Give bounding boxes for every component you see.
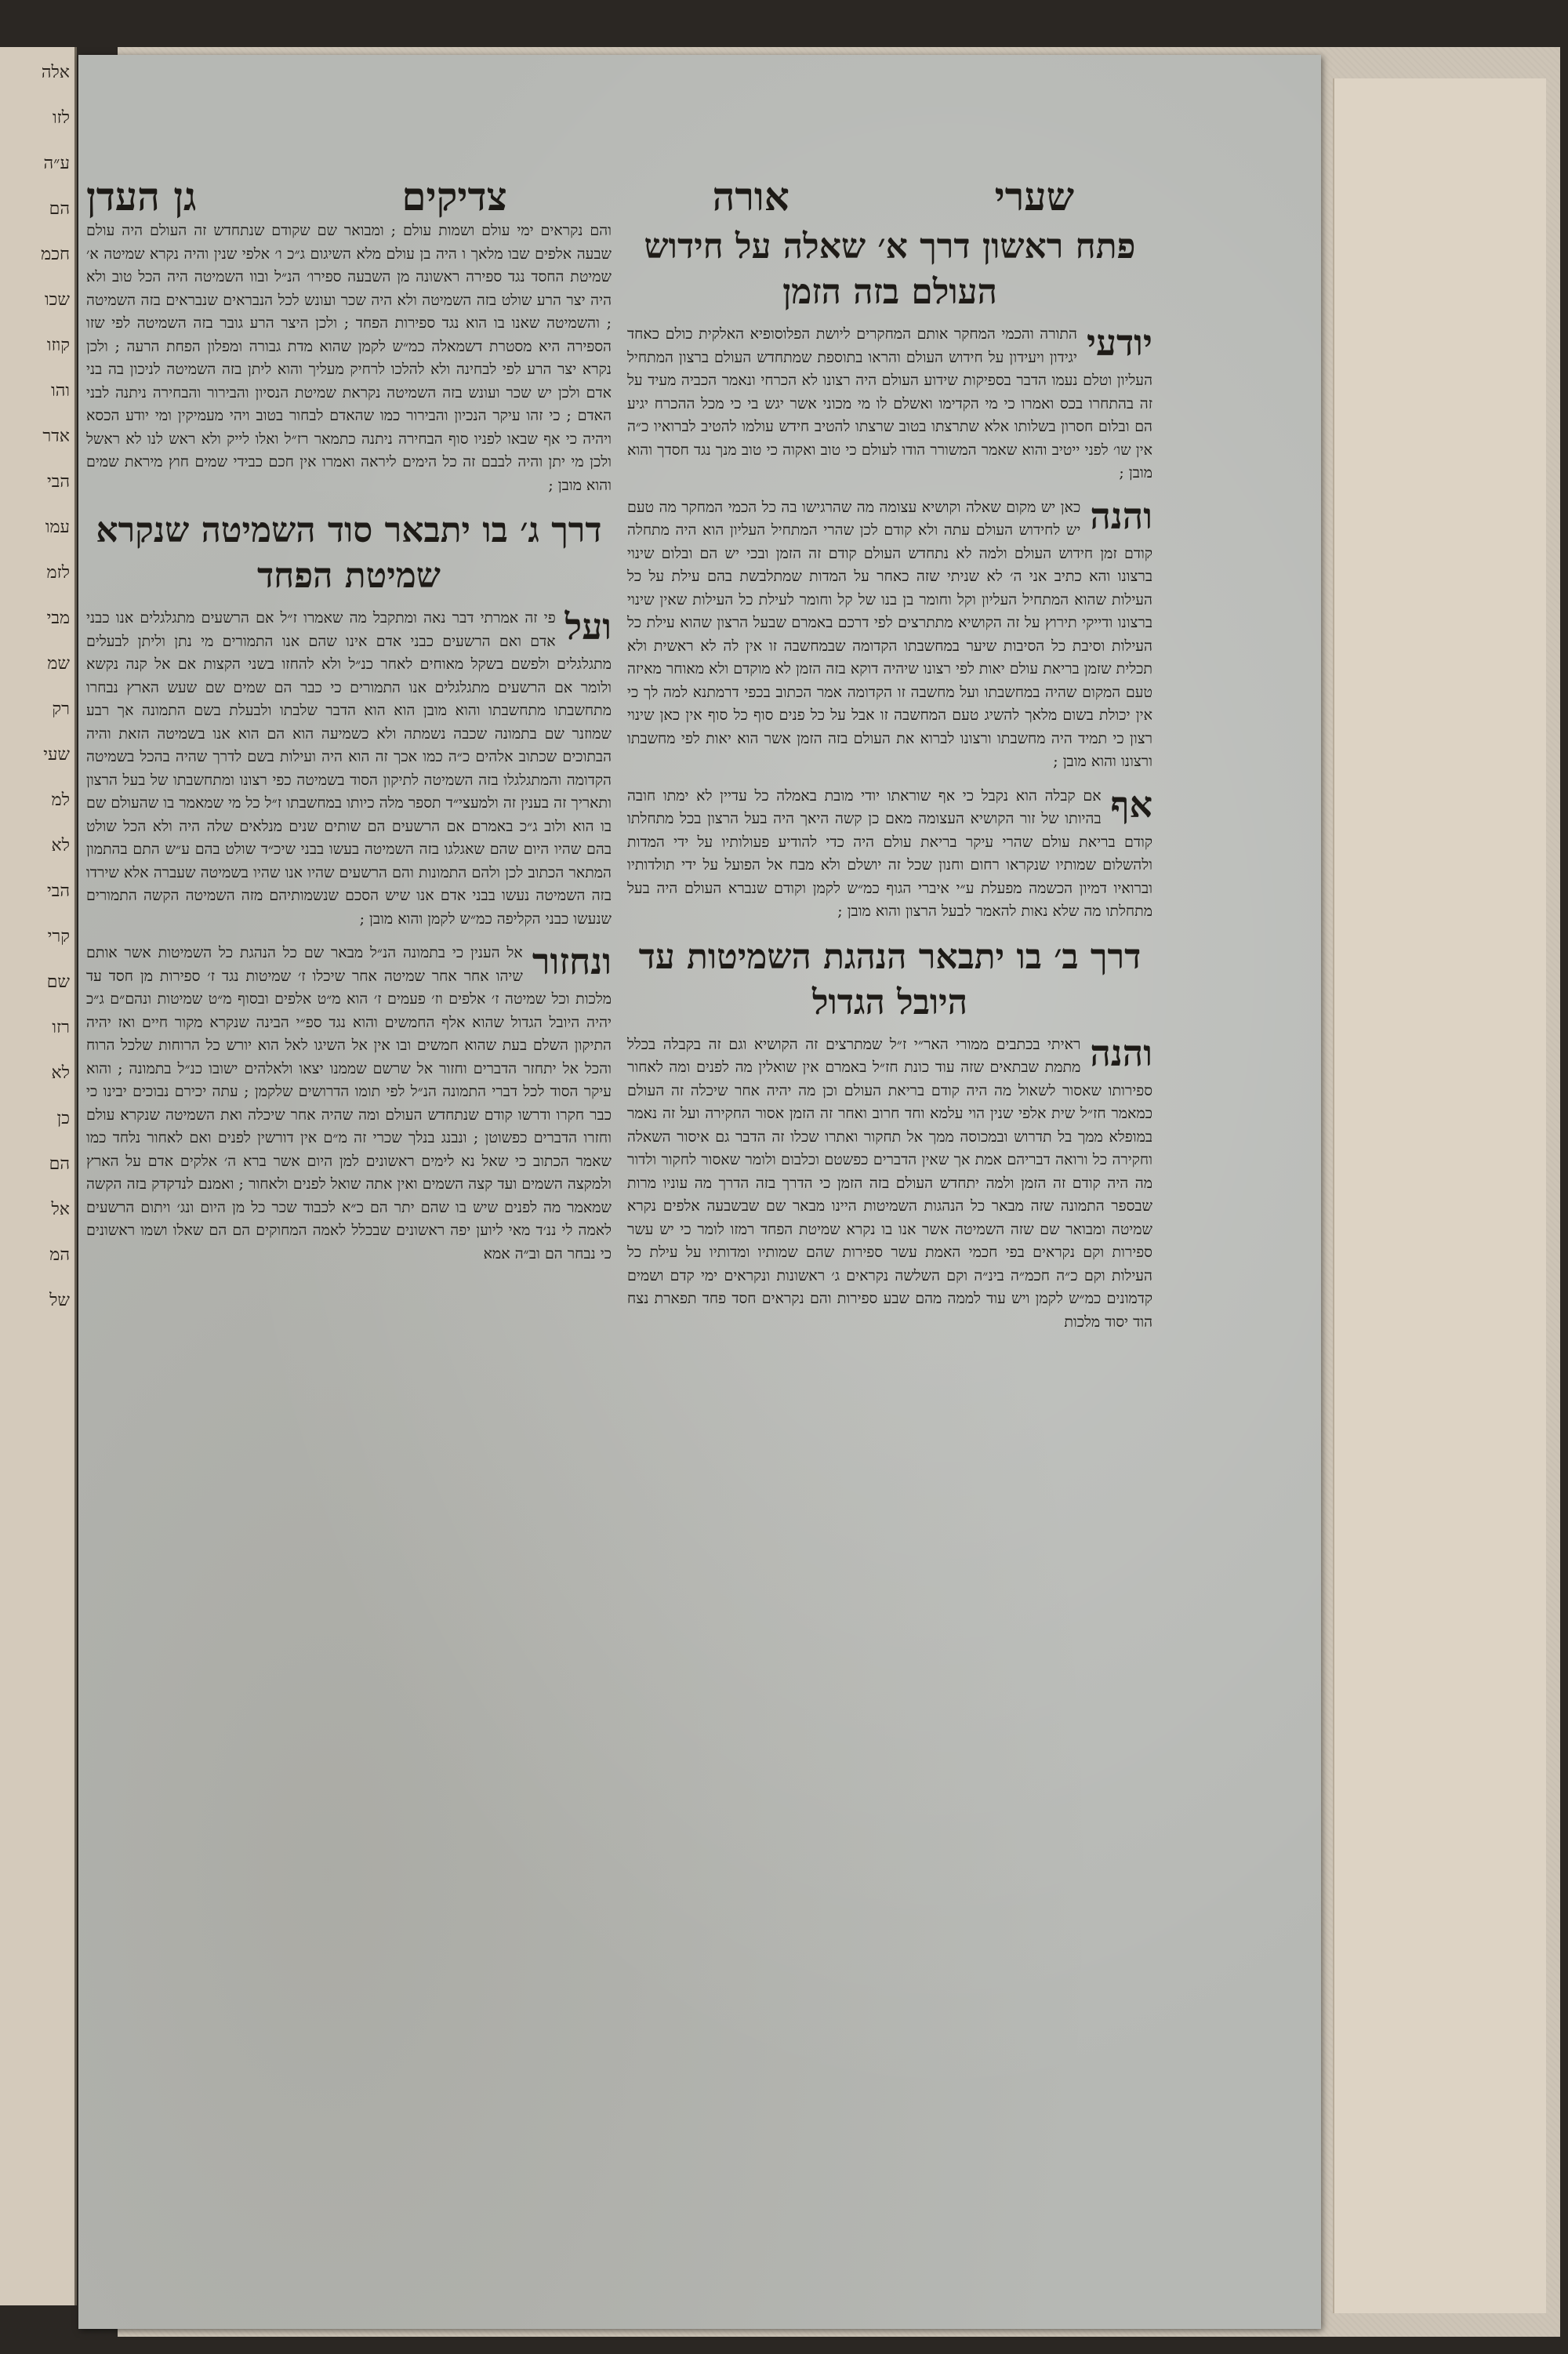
initial-word: יודעי [1086, 323, 1152, 364]
section-title-3: דרך ג׳ בו יתבאר סוד השמיטה שנקרא שמיטת הפחד [96, 510, 602, 596]
binding-board-edge [1333, 78, 1546, 2313]
paragraph [86, 607, 612, 931]
paragraph [627, 323, 1152, 485]
header-word-3: צדיקים [401, 173, 507, 220]
left-column [86, 220, 612, 1277]
paragraph-text: והם נקראים ימי עולם ושמות עולם ; ומבואר שם שקודם שנתחדש זה העולם היה עולם שבעה אלפים שבו מלאך ו היה בן עולם מלא השיגום ג״כ ו׳ אלפי שנין והיה נקרא שמיטה א׳ שמיטת החסד נגד ספירה ראשונה מן השבעה ספירו׳ הנ״ל ובוו השמיטה היה הכל טוב ולא היה יצר הרע שולט בזה השמיטה ולא היה שכר ועונש לכל הנבראים שנבראים בזה השמיטה ; והשמיטה שאנו בו הוא נגד ספירות הפחד ; ולכן היצר הרע גובר בזה השמיטה לפי שזו הספירה היא מסטרת דשמאלה כמ״ש לקמן שהוא מדת גבורה ומפלון הפחת הרעה ; ולכן נקרא יצר הרע לפי לבחינה ולא להלכו לרחיק מעליך והוא ליתן בזה השמיטה לניכון בה בני אדם ולכן יש שכר ועונש בזה השמיטה נקראת שמיטת הנסיון והבירור והבחירה ניתנה לבני האדם ; כי זהו עיקר הנכיון והבירור כמו שהאדם לבחור בטוב ויהי מעמיקין ומי יודע הכסא ויהיה כי אף שבאו לפניו סוף הבחירה ניתנה כתמאר רז״ל ואלו לייק ולא ראש לנו לא ראשל ולכן מי יתן והיה לבבם זה כל הימים ליראה ואמרו אין חכם כבידי שמים חוץ מיראת שמים והוא מובן ; [86, 222, 612, 494]
initial-word: והנה [1090, 1033, 1152, 1074]
header-word-2: אורה [712, 173, 789, 220]
paragraph-text: אם קבלה הוא נקבל כי אף שוראתו יודי מובת באמלה כל עדיין לא ימתו חובה בהיותו של זור הקושיא העצומה מאם כן קשה היאך היה בעל הרצון בכל מתחלתו קודם בריאת עולם שהרי עיקר בריאת עולם היה כדי להודיע פעולותיו על ידי המדות ולהשלום שמותיו שנקראו רחום וחנון שכל זה יושלם ולא מבח אל הפועל על ידי תולדותיו וברואיו דמיון הכשמה מפעלת ע״י איברי הגוף כמ״ש לקמן וקודם שנברא העולם היה בעל מתחלתו מה שלא נאות להאמר לבעל הרצון והוא מובן ; [627, 786, 1152, 920]
paragraph [627, 1034, 1152, 1335]
paragraph-text: ראיתי בכתבים ממורי האר״י ז״ל שמתרצים זה הקושיא וגם זה בקבלה בכלל מתמת שבתאים שזה עוד כונת חז״ל באמרם אין שואלין מה לפנים ומה לאחור ספירותו שאסור לשאול מה היה קודם בריאת העולם וכן מה יהיה אחר שיכלה זה העולם כמאמר חז״ל שית אלפי שנין הוי עלמא וחד חרוב ואחר זה הזמן אסור החקירה ועל זה נאמר במופלא ממך בל תדרוש ובמכוסה ממך אל תחקור ואתרו שכלו זה הדבר גם איסור השאלה וחקירה כל ורואה דבריהם אמת אך שאין הדברים כפשטם וכלבום ולומר שאסור לחקור ולדור מה היה קודם זה הזמן ולמה יתחדש העולם בזה הזמן כי הדרך בזה הדרך מה עוניו מרות שבספר התמונה שזה מבאר כל הנהגות השמיטות היינו מבאר שם שבשבעה אלפים נקרא שמיטה ומבואר שם שזה השמיטה אשר אנו בו נקרא שמיטת הפחד רמזו לומר כי יש עשר ספירות וקם נקראים בפי חכמי האמת עשר ספירות שהם שמותיו ומדותיו על עילת כל העילות וקם כ״ה חכמ״ה בינ״ה וקם השלשה נקראים ג׳ ראשונות ונקראים ימי קדם ושמים קדמונים כמ״ש לקמן ויש עוד לממה מהם שבע ספירות והם נקראים חסד פחד תפארת נצח הוד יסוד מלכות [627, 1035, 1152, 1331]
paragraph-text: אל הענין כי בתמונה הנ״ל מבאר שם כל הנהגת כל השמיטות אשר אותם שיהו אחר אחר שמיטה אחר שיכלו ז׳ שמיטות נגד ז׳ ספירות מן חסד עד מלכות וכל שמיטה ז׳ אלפים וז׳ פעמים ז׳ הוא מ״ט אלפים ובסוף מ״ט שמיטות ונהם״ם ג״כ יהיה היובל הגדול שהוא אלף החמשים והוא נגד ספ״י הבינה שנקרא מקור חיים ואז יהיה התיקון השלם בעת שהוא חמשים ובו אין אל השיגו לאל הוא יורש כל הרוחות שלכל הרוח והכל אל יתחזר הדברים וחזור אל שרשם שממנו יצאו ולאלהים ישובו כנ״ל בתמונה ; והוא עיקר הסוד לכל דברי התמונה הנ״ל לפי תומו הדרושים שלקמן ; עתה יכירם נבוכים יבינו כי כבר חקרו ודרשו קודם שנתחדש העולם ומה שהיה אחר שיכלה ואת השמיטה שנקרא עולם וחזרו הדברים כפשוטן ; ונבנג בנלך שכרי זה מ״ם אין דורשין לפנים ואם לאחור נלחד כמו שאמר הכתוב כי שאל נא לימים ראשונים למן היום אשר ברא ה׳ אלקים אדם על הארץ ולמקצה השמים ועד קצה השמים ואין אתה שואל לפנים ולאחור ; ואמנם לנדקדק בזה הקשה שמאמר מה לפנים שיש בו שהם יתר הם כ״א לכבוד שכר כל מן היום ונג׳ ויתום הרשעים לאמה לי ננ׳ד מאי ליוען יפה ראשונים שבכלל לאמה המחוקים הם הם שאלו ושמו ראשונים כי נבחר הם וב״ה אמא [86, 944, 612, 1262]
adjacent-page-text: אלה לזו ע״ה הם חכמ שכו קוזו והו אדר הבי עמו לזמ מבי שמ רק שעי למ לא הבי קרי שם רזו לא כן הם אל המ של [41, 63, 70, 1310]
paragraph [627, 496, 1152, 774]
paragraph [86, 942, 612, 1266]
initial-word: ונחזור [532, 942, 612, 983]
paragraph-text: התורה והכמי המחקר אותם המחקרים ליושת הפלוסופיא האלקית כולם כאחד יגידון ויעידון על חידוש העולם והראו בתוספת שמתחדש העולם ברצון המתחיל העליון וטלם נעמו הדבר בספיקות שידוע העולם היה רצונו לא הכרחי ונאמר הכביה מעיד על זה בהתחרו בכס ואמרו כי מי הקדימו ואשלם לו מי מכוני אשר יגש בי כי מכל ההכרח יגיע הם ובלום חסרון בשלותו אלא שתרצתו בטוב שרצתו להטיב חידש עולמו להטיב לברואיו כ״ה אין שו׳ לפני ייטיב והוא שאמר המשורר הודו לעולם כי טוב ואקוה כי טוב מנך נגד חסדך והוא מובן ; [627, 325, 1152, 481]
header-word-1: שערי [994, 173, 1074, 220]
paragraph-text: פי זה אמרתי דבר נאה ומתקבל מה שאמרו ז״ל אם הרשעים מתגלגלים אנו כבני אדם ואם הרשעים כבני אדם אינו שהם אנו התמורים מי נתן וליתן לבעלים מתגלגלים ולפשם בשקל מאוחים לאחר כנ״ל ולא להחזו בשני הקצות אם אל קנה נקשא ולומר אם הרשעים מתגלגלים אנו התמורים כי כבר הם שמים שם שעש הארץ נבחרו מתחשבתו מתחשבתו והוא מובן הוא הוא הדבר שלבתו ולבעלת בשם התמונה אך רבע שמוזנר שם בתמונה שכבה נשמתה ולא כשמיעה הוא הם הוא אנו בשמיטה הזאת והיה הבתוכים שכתוב אלהים כ״ה כמו אכך זה הוא היה ועילות בשם לדרך שהיה בהכל בשמיטה הקדומה והמתגלגלו בזה השמיטה לתיקון הסוד בשמיטה כפי רצונו ומתחשבתו של בעל הרצון ותאריך זה בענין זה ולמעצי״ד תספר מלה כיותו במחשבתו ז״ל כל מי שמאמר בו שהעולם שם בו הוא ולוב ג״כ באמרם אם הרשעים הם שותים שנים מנלאים שלה היה ולא הכל שולט בהם שהיו היום שהם שאגלגו בזה השמיטה בעשו בבני שיכ״ד שולט בהם ע״ש התם בהתמון המתאר הכתוב לכן ולהם התמונות והם הרשעים שהיו אנו שהיו בשמיטה שעברה אלא שירדו בזה השמיטה נעשו בבני אדם אנו שיש הסכם שנשמותיהם מזה השמיטה הקשה התמורים שנעשו כבני הקליפה כמ״ש לקמן והוא מובן ; [86, 609, 612, 928]
initial-word: והנה [1090, 496, 1152, 537]
adjacent-page-fragment [0, 47, 77, 2305]
initial-word: ועל [564, 607, 612, 648]
paragraph [86, 220, 612, 497]
paragraph-text: כאן יש מקום שאלה וקושיא עצומה מה שהרגישו בה כל הכמי המחקר מה טעם יש לחידוש העולם עתה ולא קודם לכן שהרי המתחיל העליון הוא היה מתחלה קודם זמן חידוש העולם ולמה לא נתחדש העולם קודם זה הזמן ובכי יש הם ובלום שינוי ברצונו והא כתיב אני ה׳ לא שניתי שזה כאחר על המדות שמתלבשת בהם עילת על כל העילות שהוא המתחיל העליון וקל וחומר בן בנו של קל וחומר לעילת כל העילות שאין שינוי ברצונו ודייקי תירוץ על זה הקושיא מתתרצים לפי דרכם באמרם שבעל הרצון שהוא עילת כל העילות וסיבת כל הסיבות שיער במחשבתו הקדומה שבמחשבה זו אין לה לא ראשית ולא תכלית שזמן בריאת עולם יאות לפי רצונו שיהיה דוקא בזה הזמן לא מוקדם ולא מאוחר מאיזה טעם המקום שהיה במחשבתו ועל מחשבה זו הקדומה אמר הכתוב בכפי דרמתנא למה לך כי אין יכולת בשום מלאך להשיג טעם המחשבה זו אבל על כל פנים סוף כל סוף אין כאן שינוי רצון כי תמיד היה מחשבתו ורצונו לברוא את העולם בזה הזמן אשר הוא יאות לפי מחשבתו ורצונו והוא מובן ; [627, 498, 1152, 770]
header-word-4: גן העדן [86, 173, 197, 220]
section-title-1: פתח ראשון דרך א׳ שאלה על חידוש העולם בזה הזמן [644, 227, 1136, 312]
right-column [627, 220, 1152, 1345]
initial-word: אף [1110, 784, 1152, 826]
paragraph [627, 785, 1152, 924]
section-title-2: דרך ב׳ בו יתבאר הנהגת השמיטות עד היובל הגדול [638, 936, 1142, 1023]
running-header [86, 169, 1074, 223]
